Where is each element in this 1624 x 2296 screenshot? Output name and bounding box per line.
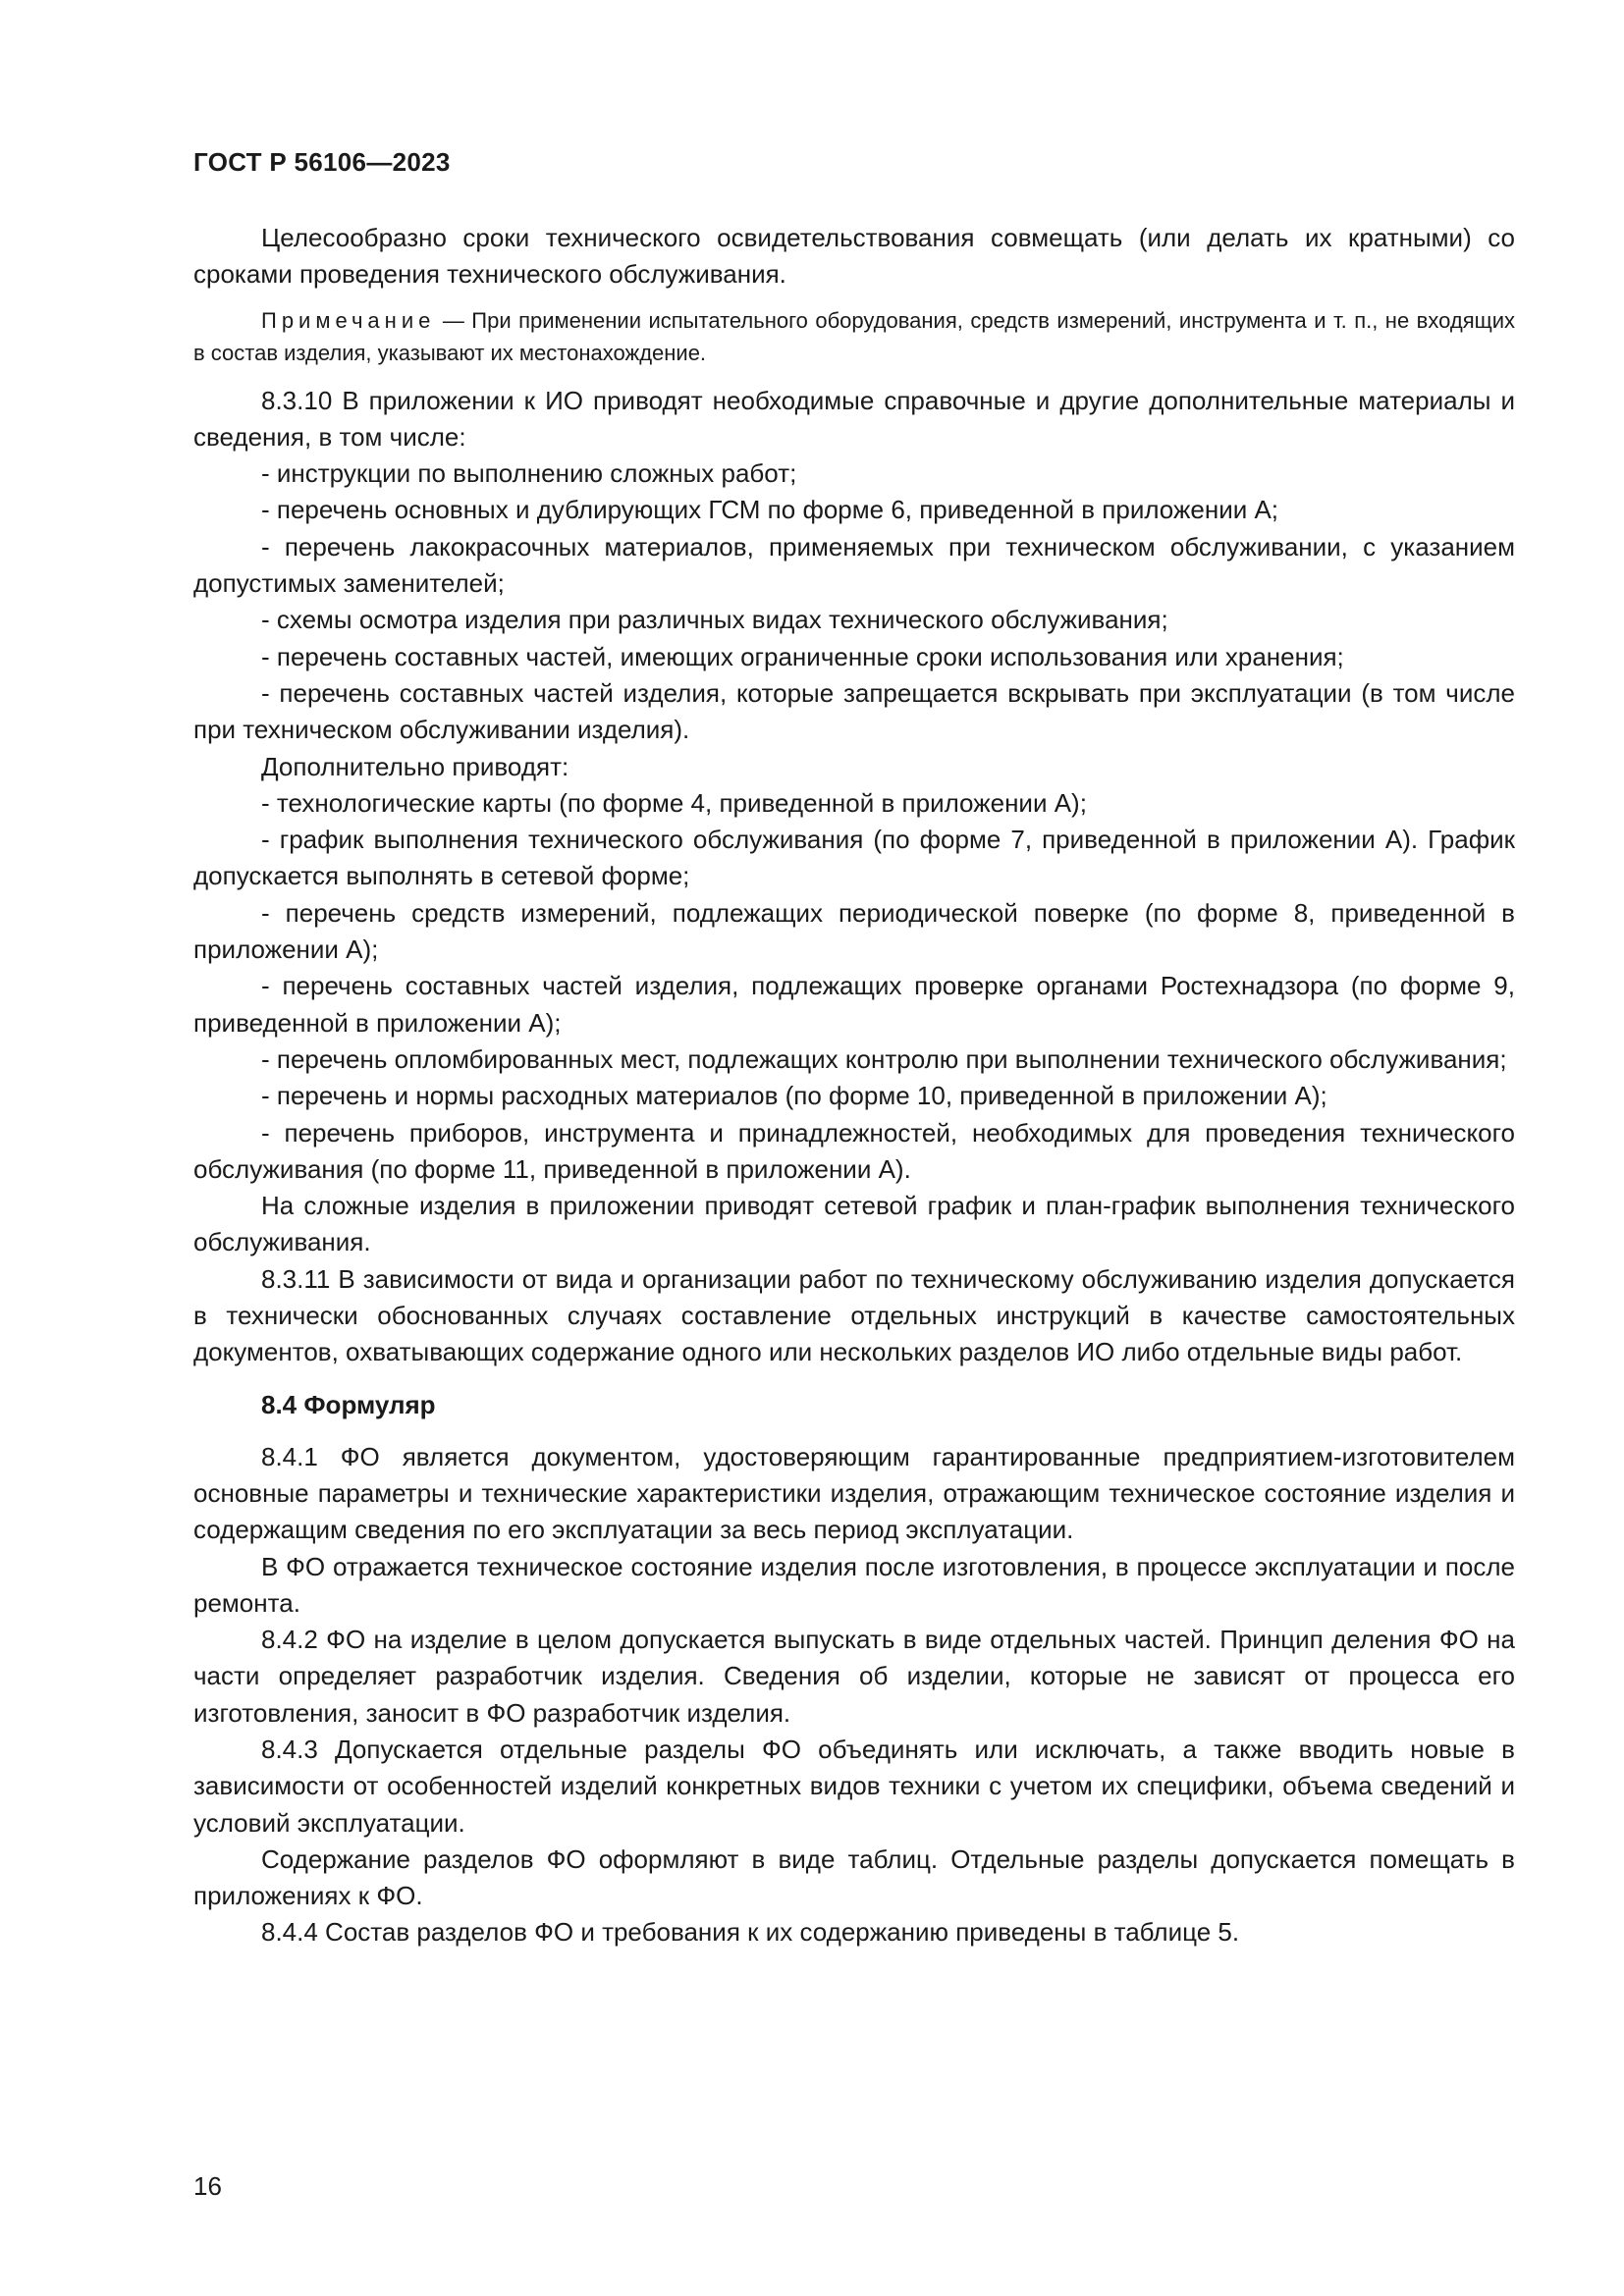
note-paragraph xyxy=(193,304,1515,369)
paragraph-8-4-3: 8.4.3 Допускается отдельные разделы ФО объединять или исключать, а также вводить новые в зависимости от особенностей изделий конкретных видов техники с учетом их специфики, объема сведений и условий эксплуатации. xyxy=(193,1734,1515,1838)
paragraph: В ФО отражается техническое состояние изделия после изготовления, в процессе эксплуатации и после ремонта. xyxy=(193,1551,1515,1618)
paragraph-additional-lead: Дополнительно приводят: xyxy=(261,751,569,781)
note-label: Примечание xyxy=(261,307,436,333)
standard-title: ГОСТ Р 56106—2023 xyxy=(193,147,451,177)
paragraph-8-4-4: 8.4.4 Состав разделов ФО и требования к их содержанию приведены в таблице 5. xyxy=(261,1917,1240,1948)
section-heading-8-4: 8.4 Формуляр xyxy=(261,1389,436,1419)
paragraph-8-3-11: 8.3.11 В зависимости от вида и организации работ по техническому обслуживанию изделия допускается в технически обоснованных случаях составление отдельных инструкций в качестве самостоятельных документов, охватывающих содержание одного или нескольких разделов ИО либо отдельные виды работ. xyxy=(193,1263,1515,1367)
list-item: - схемы осмотра изделия при различных видах технического обслуживания; xyxy=(261,605,1168,635)
paragraph-8-3-10: 8.3.10 В приложении к ИО приводят необходимые справочные и другие дополнительные материалы и сведения, в том числе: xyxy=(193,385,1515,452)
list-item: - инструкции по выполнению сложных работ; xyxy=(261,458,797,489)
paragraph-closing: На сложные изделия в приложении приводят сетевой график и план-график выполнения технического обслуживания. xyxy=(193,1191,1515,1257)
list-item: - график выполнения технического обслуживания (по форме 7, приведенной в приложении А). График допускается выполнять в сетевой форме; xyxy=(193,825,1515,891)
note-text: — При применении испытательного оборудования, средств измерений, инструмента и т. п., не входящих в состав изделия, указывают их местонахождение. xyxy=(193,307,1515,365)
paragraph-8-4-2: 8.4.2 ФО на изделие в целом допускается выпускать в виде отдельных частей. Принцип деления ФО на части определяет разработчик изделия. Сведения об изделии, которые не зависят от процесса его изготовления, заносит в ФО разработчик изделия. xyxy=(193,1625,1515,1728)
list-item: - перечень составных частей изделия, которые запрещается вскрывать при эксплуатации (в том числе при техническом обслуживании изделия). xyxy=(193,677,1515,745)
list-item: - технологические карты (по форме 4, приведенной в приложении А); xyxy=(261,787,1087,818)
list-item: - перечень приборов, инструмента и принадлежностей, необходимых для проведения технического обслуживания (по форме 11, приведенной в приложении А). xyxy=(193,1117,1515,1184)
list-item: - перечень опломбированных мест, подлежащих контролю при выполнении технического обслуживания; xyxy=(261,1043,1507,1074)
list-item: - перечень основных и дублирующих ГСМ по форме 6, приведенной в приложении А; xyxy=(261,495,1279,525)
page-content xyxy=(193,220,1515,1951)
list-item: - перечень и нормы расходных материалов (по форме 10, приведенной в приложении А); xyxy=(261,1081,1327,1111)
list-item: - перечень составных частей изделия, подлежащих проверке органами Ростехнадзора (по форме 9, приведенной в приложении А); xyxy=(193,971,1515,1038)
paragraph: Содержание разделов ФО оформляют в виде таблиц. Отдельные разделы допускается помещать в приложениях к ФО. xyxy=(193,1843,1515,1911)
paragraph-intro: Целесообразно сроки технического освидетельствования совмещать (или делать их кратными) со сроками проведения технического обслуживания. xyxy=(193,223,1515,290)
page-number: 16 xyxy=(193,2171,222,2201)
list-item: - перечень средств измерений, подлежащих периодической поверке (по форме 8, приведенной в приложении А); xyxy=(193,897,1515,965)
list-item: - перечень лакокрасочных материалов, применяемых при техническом обслуживании, с указанием допустимых заменителей; xyxy=(193,531,1515,599)
list-item: - перечень составных частей, имеющих ограниченные сроки использования или хранения; xyxy=(261,641,1344,671)
paragraph-8-4-1: 8.4.1 ФО является документом, удостоверяющим гарантированные предприятием-изготовителем основные параметры и технические характеристики изделия, отражающим техническое состояние изделия и содержащим сведения по его эксплуатации за весь период эксплуатации. xyxy=(193,1441,1515,1545)
